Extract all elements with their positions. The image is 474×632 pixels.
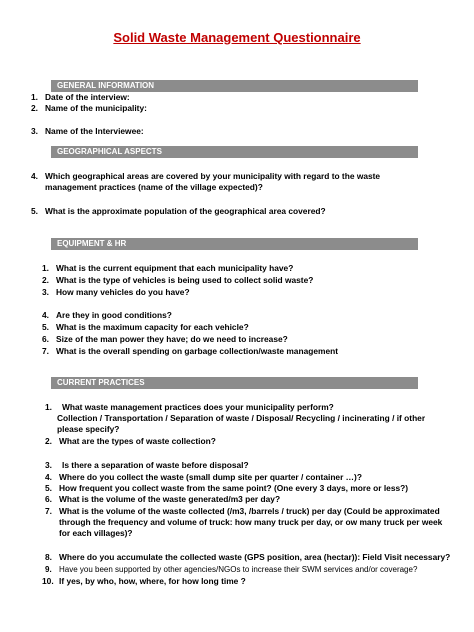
section-header-equipment: EQUIPMENT & HR — [51, 238, 418, 250]
question-text: What is the overall spending on garbage collection/waste management — [56, 346, 339, 356]
question-text: Name of the municipality: — [45, 103, 147, 113]
question-text: What is the maximum capacity for each vehicle? — [56, 322, 249, 332]
question-number: 3. — [45, 460, 52, 470]
question-number: 5. — [42, 322, 49, 332]
question-text: What is the approximate population of the geographical area covered? — [45, 206, 326, 216]
question-number: 7. — [42, 346, 49, 356]
question-text: Are they in good conditions? — [56, 310, 172, 320]
question-text: What is the type of vehicles is being used to collect solid waste? — [56, 275, 314, 285]
question-text: Where do you accumulate the collected waste (GPS position, area (hectar)): Field Visit necessary? — [59, 552, 451, 562]
question-number: 1. — [31, 92, 38, 102]
question-number: 7. — [45, 506, 52, 516]
question-continuation: through the frequency and volume of truck: how many truck per day, or ow many truck per week — [59, 517, 443, 527]
question-number: 9. — [45, 565, 52, 574]
question-number: 1. — [42, 263, 49, 273]
question-text: Where do you collect the waste (small dump site per quarter / container …)? — [59, 472, 362, 482]
question-number: 3. — [42, 287, 49, 297]
question-number: 4. — [45, 472, 52, 482]
question-text: How many vehicles do you have? — [56, 287, 190, 297]
section-header-general: GENERAL INFORMATION — [51, 80, 418, 92]
question-number: 2. — [31, 103, 38, 113]
question-text: What is the volume of the waste collected (/m3, /barrels / truck) per day (Could be approximated — [59, 506, 440, 516]
question-continuation: for each villages)? — [59, 528, 133, 538]
question-number: 1. — [45, 402, 52, 412]
question-number: 4. — [31, 171, 38, 181]
question-number: 5. — [45, 483, 52, 493]
question-continuation: Collection / Transportation / Separation of waste / Disposal/ Recycling / incinerating / if other — [57, 413, 426, 423]
question-number: 6. — [42, 334, 49, 344]
document-title: Solid Waste Management Questionnaire — [113, 30, 361, 45]
question-number: 2. — [42, 275, 49, 285]
question-text: How frequent you collect waste from the same point? (One every 3 days, more or less?) — [59, 483, 409, 493]
question-text: Size of the man power they have; do we need to increase? — [56, 334, 288, 344]
question-number: 6. — [45, 494, 52, 504]
question-text: Date of the interview: — [45, 92, 130, 102]
question-text: What is the current equipment that each municipality have? — [56, 263, 294, 273]
question-continuation: management practices (name of the village expected)? — [45, 182, 263, 192]
question-number: 3. — [31, 126, 38, 136]
question-text: What are the types of waste collection? — [59, 436, 216, 446]
question-continuation: please specify? — [57, 424, 120, 434]
question-number: 4. — [42, 310, 49, 320]
question-number: 8. — [45, 552, 52, 562]
question-number: 10. — [42, 576, 54, 586]
question-text: Name of the Interviewee: — [45, 126, 144, 136]
question-text: If yes, by who, how, where, for how long time ? — [59, 576, 246, 586]
question-text: Is there a separation of waste before disposal? — [62, 460, 249, 470]
question-text: What is the volume of the waste generated/m3 per day? — [59, 494, 281, 504]
question-text: Have you been supported by other agencies/NGOs to increase their SWM services and/or coverage? — [59, 565, 418, 574]
question-number: 2. — [45, 436, 52, 446]
question-text: Which geographical areas are covered by your municipality with regard to the waste — [45, 171, 381, 181]
section-header-current-practices: CURRENT PRACTICES — [51, 377, 418, 389]
question-number: 5. — [31, 206, 38, 216]
question-text: What waste management practices does your municipality perform? — [62, 402, 334, 412]
section-header-geographical: GEOGRAPHICAL ASPECTS — [51, 146, 418, 158]
